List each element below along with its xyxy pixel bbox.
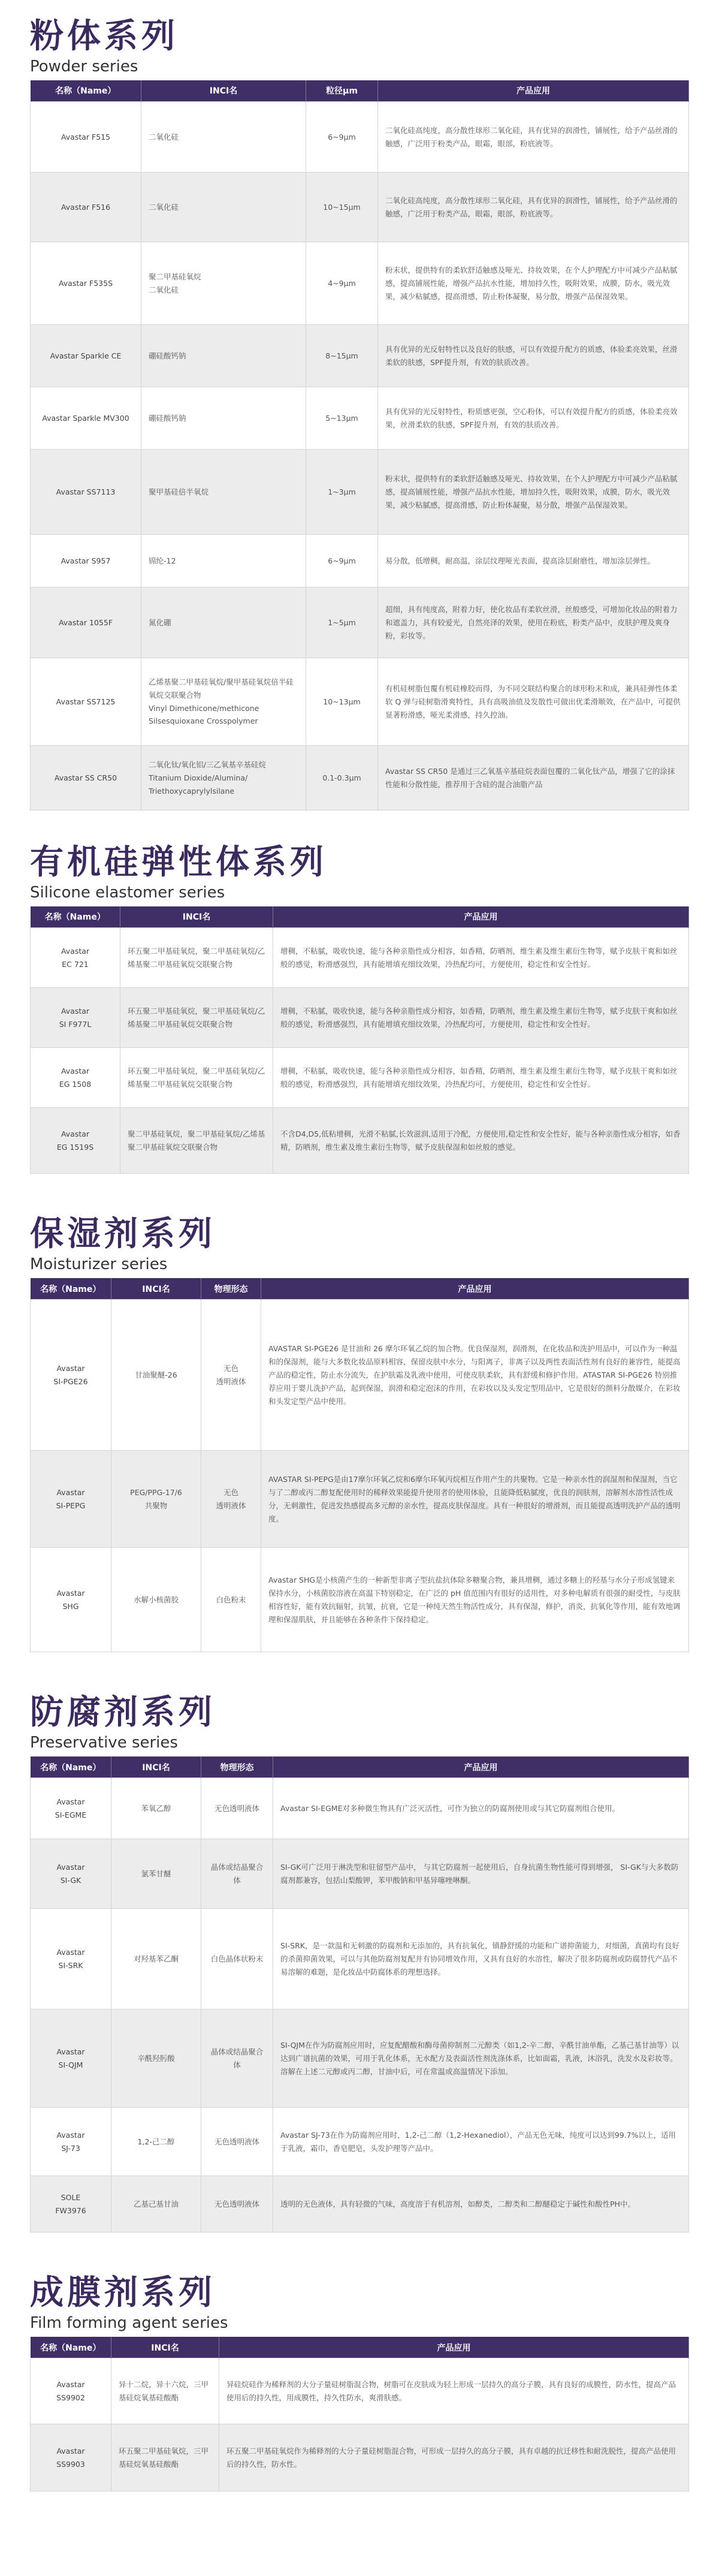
- cell-name: Avastar SS9903: [31, 2424, 111, 2491]
- section-subtitle: Film forming agent series: [30, 2313, 228, 2332]
- cell-name: Avastar SS7113: [31, 450, 141, 535]
- header-app: 产品应用: [378, 80, 689, 102]
- cell-app: AVASTAR SI-PEPG是由17摩尔环氧乙烷和6摩尔环氧丙烷相互作用产生的共聚物。它是一种亲水性的润湿剂和保湿剂，当它与了二醇或丙二醇复配使用时的稀释效果能提升使用者的使用体验，且能降低粘腻度，优良的润肤剂，溶解剂水溶性活性成分，无刺激性，促进发热感提高多元醇的亲水性，提高皮肤保湿度。具有一种很好的增滑剂，而且能提高透明洗护产品的透明度。: [261, 1451, 689, 1548]
- table-row: [31, 658, 689, 746]
- cell-name: Avastar SI-PEPG: [31, 1451, 111, 1548]
- header-inci: INCI名: [120, 906, 273, 928]
- cell-name: Avastar EG 1519S: [31, 1108, 120, 1174]
- cell-size: 5~13µm: [306, 387, 378, 450]
- silicone-section: [30, 844, 689, 1174]
- cell-inci: PEG/PPG-17/6 共聚物: [111, 1451, 201, 1548]
- cell-inci: 异十二烷，异十六烷，三甲基硅烷氧基硅酸酯: [111, 2358, 219, 2424]
- cell-app: 有机硅树脂包覆有机硅橡胶而得，为不同交联结构聚合的球形粉末和成，兼具硅弹性体柔软 Q 弹与硅树脂滑爽特性，具有高吸油值及发散性可做出优柔滑顺效，在产品中，可提供显著粉滑感，哑光柔滑感，持久控油。: [378, 658, 689, 746]
- header-app: 产品应用: [273, 906, 689, 928]
- section-subtitle: Preservative series: [30, 1733, 178, 1752]
- cell-size: 10~15µm: [306, 173, 378, 242]
- cell-form: 白色晶体状粉末: [201, 1909, 273, 2009]
- cell-inci: 氮化硼: [141, 587, 306, 658]
- cell-inci: 聚甲基硅倍半氧烷: [141, 450, 306, 535]
- header-name: 名称（Name）: [31, 906, 120, 928]
- table-row: [31, 988, 689, 1048]
- table-row: [31, 1451, 689, 1548]
- cell-inci: 氯苯甘醚: [111, 1839, 201, 1909]
- cell-app: Avastar SS CR50 是通过三乙氧基辛基硅烷表面包覆的二氧化钛产品，增强了它的涂抹性能和分散性能，推荐用于含硅的混合油脂产品: [378, 746, 689, 811]
- cell-name: Avastar F516: [31, 173, 141, 242]
- table-header: [31, 2337, 689, 2358]
- table-row: [31, 1548, 689, 1652]
- header-name: 名称（Name）: [31, 1278, 111, 1300]
- cell-inci: 甘油聚醚-26: [111, 1300, 201, 1451]
- cell-inci: 环五聚二甲基硅氧烷，聚二甲基硅氧烷/乙烯基聚二甲基硅氧烷交联聚合物: [120, 928, 273, 988]
- header-form: 物理形态: [201, 1756, 273, 1778]
- table-row: [31, 746, 689, 811]
- cell-form: 白色粉末: [201, 1548, 261, 1652]
- page: [0, 18, 719, 2509]
- header-name: 名称（Name）: [31, 1756, 111, 1778]
- header-inci: INCI名: [111, 1278, 201, 1300]
- cell-inci: 环五聚二甲基硅氧烷，聚二甲基硅氧烷/乙烯基聚二甲基硅氧烷交联聚合物: [120, 988, 273, 1048]
- table-row: [31, 1778, 689, 1839]
- cell-form: 无色 透明液体: [201, 1300, 261, 1451]
- table-row: [31, 2424, 689, 2491]
- table-row: [31, 2108, 689, 2176]
- cell-inci: 乙基己基甘油: [111, 2176, 201, 2232]
- table-row: [31, 535, 689, 587]
- cell-name: Avastar SI F977L: [31, 988, 120, 1048]
- cell-inci: 锦纶-12: [141, 535, 306, 587]
- header-inci: INCI名: [141, 80, 306, 102]
- cell-name: Avastar SHG: [31, 1548, 111, 1652]
- cell-app: Avastar SJ-73在作为防腐剂应用时，1,2-己二醇（1,2-Hexanediol），产品无色无味，纯度可以达到99.7%以上，适用于乳液，霜巾，香皂肥皂，头发护理等产品中。: [273, 2108, 689, 2176]
- cell-app: 增稠，不粘腻，吸收快速，能与各种亲脂性成分相容，如香精，防晒剂，维生素及维生素衍生物等，赋予皮肤干爽和如丝般的感觉，粉滑感强烈，具有能增填充细纹效果，冷热配均可，方便使用，稳定性和安全性好。: [273, 988, 689, 1048]
- cell-form: 无色 透明液体: [201, 1451, 261, 1548]
- cell-app: SI-GK可广泛用于淋洗型和驻留型产品中， 与其它防腐剂一起使用后，自身抗菌生物性能可得到增强， SI-GK与大多数防腐剂都兼容，包括山梨酸钾，苯甲酸钠和甲基异噻唑啉酮。: [273, 1839, 689, 1909]
- cell-inci: 辛酰羟肟酸: [111, 2009, 201, 2108]
- header-app: 产品应用: [273, 1756, 689, 1778]
- table-row: [31, 1300, 689, 1451]
- cell-app: 不含D4,D5,低粘增稠，光滑不粘腻,长效滋润,适用于冷配，方便使用,稳定性和安全性好，能与各种亲脂性成分相容，如香精，防晒剂，维生素及维生素衍生物等，赋予皮肤保湿和如丝般的感觉。: [273, 1108, 689, 1174]
- cell-inci: 1,2-己二醇: [111, 2108, 201, 2176]
- section-title: 保湿剂系列: [30, 1215, 216, 1254]
- cell-inci: 乙烯基聚二甲基硅氧烷/聚甲基硅氧烷倍半硅氧烷交联聚合物 Vinyl Dimethicone/methicone Silsesquioxane Crosspolymer: [141, 658, 306, 746]
- preservative-section: [30, 1694, 689, 2232]
- cell-app: 增稠，不粘腻，吸收快速，能与各种亲脂性成分相容，如香精，防晒剂，维生素及维生素衍生物等，赋予皮肤干爽和如丝般的感觉，粉滑感强烈，具有能增填充细纹效果，冷热配均可，方便使用，稳定性和安全性好。: [273, 928, 689, 988]
- cell-name: Avastar SJ-73: [31, 2108, 111, 2176]
- section-subtitle: Silicone elastomer series: [30, 883, 225, 902]
- cell-inci: 二氧化硅: [141, 102, 306, 173]
- table-header: [31, 1278, 689, 1300]
- cell-name: Avastar Sparkle MV300: [31, 387, 141, 450]
- cell-size: 6~9µm: [306, 102, 378, 173]
- cell-size: 8~15µm: [306, 325, 378, 387]
- cell-app: 透明的无色液体，具有轻微的气味，高度溶于有机溶剂，如醇类，二醇类和二醇醚稳定于碱性和酸性PH中。: [273, 2176, 689, 2232]
- cell-name: Avastar S957: [31, 535, 141, 587]
- cell-name: Avastar SI-PGE26: [31, 1300, 111, 1451]
- table-row: [31, 2176, 689, 2232]
- cell-name: Avastar SS CR50: [31, 746, 141, 811]
- table-row: [31, 325, 689, 387]
- header-form: 物理形态: [201, 1278, 261, 1300]
- cell-name: Avastar SI-SRK: [31, 1909, 111, 2009]
- film-section: [30, 2274, 689, 2491]
- table-row: [31, 2009, 689, 2108]
- cell-app: 二氧化硅高纯度，高分散性球形二氧化硅，具有优异的润滑性，铺展性，给予产品丝滑的触感，广泛用于粉类产品，眼霜，眼部，粉底液等。: [378, 102, 689, 173]
- film-table: [30, 2337, 689, 2492]
- cell-inci: 苯氧乙醇: [111, 1778, 201, 1839]
- cell-name: Avastar 1055F: [31, 587, 141, 658]
- table-row: [31, 1909, 689, 2009]
- cell-form: 无色透明液体: [201, 2108, 273, 2176]
- table-row: [31, 928, 689, 988]
- cell-inci: 二氧化硅: [141, 173, 306, 242]
- moisturizer-table: [30, 1278, 689, 1653]
- cell-app: 具有优异的光反射特性，粉质感更强，空心粉体，可以有效提升配方的质感，体验柔亮效果，丝滑柔软的肤感，SPF提升剂，有效的肤质改善。: [378, 387, 689, 450]
- header-inci: INCI名: [111, 2337, 219, 2358]
- cell-form: 无色透明液体: [201, 2176, 273, 2232]
- section-subtitle: Moisturizer series: [30, 1255, 168, 1273]
- cell-size: 10~13µm: [306, 658, 378, 746]
- cell-name: Avastar EC 721: [31, 928, 120, 988]
- table-row: [31, 1108, 689, 1174]
- cell-size: 1~3µm: [306, 450, 378, 535]
- cell-name: Avastar Sparkle CE: [31, 325, 141, 387]
- cell-size: 1~5µm: [306, 587, 378, 658]
- cell-app: 二氧化硅高纯度，高分散性球形二氧化硅，具有优异的润滑性，铺展性，给予产品丝滑的触感，广泛用于粉类产品，眼霜，眼部，粉底液等。: [378, 173, 689, 242]
- cell-name: Avastar SI-GK: [31, 1839, 111, 1909]
- table-row: [31, 450, 689, 535]
- cell-form: 晶体或结晶聚合体: [201, 1839, 273, 1909]
- cell-size: 6~9µm: [306, 535, 378, 587]
- silicone-table: [30, 906, 689, 1174]
- cell-app: 易分散，低增稠，耐高温，涂层纹理哑光表面，提高涂层耐磨性，增加涂层弹性。: [378, 535, 689, 587]
- header-name: 名称（Name）: [31, 2337, 111, 2358]
- cell-size: 0.1-0.3µm: [306, 746, 378, 811]
- table-header: [31, 1756, 689, 1778]
- cell-app: 粉末状，提供特有的柔软舒适触感及哑光、持妆效果，在个人护理配方中可减少产品粘腻感，提高铺展性能，增强产品抗水性能，增加持久性，吸附效果，成膜，防水，吸光效果，减少粘腻感，提高滑感，防止粉体凝聚，易分散，增强产品保湿效果。: [378, 450, 689, 535]
- cell-app: 具有优异的光反射特性以及良好的肤感，可以有效提升配方的质感，体验柔亮效果，丝滑柔软的肤感，SPF提升剂，有效的肤质改善。: [378, 325, 689, 387]
- cell-app: Avastar SI-EGME对多种微生物具有广泛灭活性，可作为独立的防腐剂使用或与其它防腐剂组合使用。: [273, 1778, 689, 1839]
- table-row: [31, 387, 689, 450]
- section-title: 防腐剂系列: [30, 1693, 216, 1733]
- cell-name: Avastar SS9902: [31, 2358, 111, 2424]
- cell-inci: 环五聚二甲基硅氧烷，聚二甲基硅氧烷/乙烯基聚二甲基硅氧烷交联聚合物: [120, 1048, 273, 1108]
- cell-size: 4~9µm: [306, 242, 378, 325]
- table-header: [31, 906, 689, 928]
- header-app: 产品应用: [219, 2337, 689, 2358]
- header-app: 产品应用: [261, 1278, 689, 1300]
- table-row: [31, 1048, 689, 1108]
- cell-form: 无色透明液体: [201, 1778, 273, 1839]
- header-name: 名称（Name）: [31, 80, 141, 102]
- moisturizer-section: [30, 1216, 689, 1652]
- section-title: 成膜剂系列: [30, 2273, 216, 2313]
- cell-app: SI-QJM在作为防腐剂应用时，应复配醋酸和酶母菌抑制剂二元醇类（如1,2-辛二醇，辛酰甘油单酯，乙基己基甘油等）以达到广谱抗菌的效果，可用于乳化体系，无水配方及表面活性剂洗涤体系，比如面霜，乳液，沐浴乳，洗发水及彩妆等。溶解在上述二元醇或丙二醇，甘油中后，可在常温或高温情况下添加。: [273, 2009, 689, 2108]
- cell-name: Avastar SI-QJM: [31, 2009, 111, 2108]
- cell-inci: 聚二甲基硅氧烷 二氧化硅: [141, 242, 306, 325]
- table-row: [31, 102, 689, 173]
- cell-form: 晶体或结晶聚合体: [201, 2009, 273, 2108]
- table-row: [31, 242, 689, 325]
- cell-name: Avastar EG 1508: [31, 1048, 120, 1108]
- cell-app: SI-SRK，是一款温和无刺激的防腐剂和无添加的，具有抗氧化，镇静舒缓的功能和广谱抑菌能力，对细菌，真菌均有良好的杀菌抑菌效果，可以与其他防腐剂复配并有协同增效作用，又具有良好的水溶性，解决了很多防腐剂或防腐替代产品不易溶解的难题，是化妆品中防腐体系的理想选择。: [273, 1909, 689, 2009]
- cell-inci: 硼硅酸钙钠: [141, 387, 306, 450]
- cell-inci: 对羟基苯乙酮: [111, 1909, 201, 2009]
- cell-inci: 二氧化钛/氧化铝/三乙氧基辛基硅烷 Titanium Dioxide/Alumina/ Triethoxycaprylylsilane: [141, 746, 306, 811]
- cell-inci: 聚二甲基硅氧烷，聚二甲基硅氧烷/乙烯基聚二甲基硅氧烷交联聚合物: [120, 1108, 273, 1174]
- cell-name: SOLE FW3976: [31, 2176, 111, 2232]
- cell-app: 增稠，不粘腻，吸收快速，能与各种亲脂性成分相容，如香精，防晒剂，维生素及维生素衍生物等，赋予皮肤干爽和如丝般的感觉，粉滑感强烈，具有能增填充细纹效果，冷热配均可，方便使用，稳定性和安全性好。: [273, 1048, 689, 1108]
- section-title: 有机硅弹性体系列: [30, 843, 327, 882]
- cell-inci: 环五聚二甲基硅氧烷，三甲基硅烷氧基硅酸酯: [111, 2424, 219, 2491]
- header-inci: INCI名: [111, 1756, 201, 1778]
- cell-app: 环五聚二甲基硅氧烷作为稀释剂的大分子量硅树脂混合物，可形成一层持久的高分子膜，具有卓越的抗迁移性和耐洗脱性，提高产品使用后的持久性，防水性。: [219, 2424, 689, 2491]
- table-row: [31, 2358, 689, 2424]
- cell-app: 超细，具有纯度高，附着力好，使化妆品有柔软丝滑，丝般感受，可增加化妆品的附着力和遮盖力，具有较爱光，自然亮泽的效果，使用在粉底，粉类产品中，皮肤护理及爽身粉，彩妆等。: [378, 587, 689, 658]
- cell-app: 粉末状，提供特有的柔软舒适触感及哑光、持妆效果，在个人护理配方中可减少产品粘腻感，提高铺展性能，增强产品抗水性能，增加持久性，吸附效果，成膜，防水，吸光效果，减少粘腻感，提高滑感，防止粉体凝聚，易分散，增强产品保湿效果。: [378, 242, 689, 325]
- section-subtitle: Powder series: [30, 57, 138, 76]
- table-row: [31, 1839, 689, 1909]
- cell-inci: 水解小核菌胶: [111, 1548, 201, 1652]
- header-size: 粒径µm: [306, 80, 378, 102]
- table-row: [31, 587, 689, 658]
- powder-section: [30, 18, 689, 811]
- cell-app: 异硅烷硅作为稀释剂的大分子量硅树脂混合物，树脂可在皮肤成为轻上形成一层持久的高分子膜，具有良好的成膜性，防水性，提高产品使用后的持久性，用成膜性，持久性防水，爽滑肤感。: [219, 2358, 689, 2424]
- preservative-table: [30, 1756, 689, 2233]
- cell-app: Avastar SHG是小核菌产生的一种新型非离子型抗盐抗体除多糖聚合物，兼具增稠，通过多糖上的羟基与水分子形成氢键来保持水分，小核菌胶溶液在高温下特别稳定，在广泛的 pH 值范围内有很好的适用性，对多种电解质有很强的耐受性，与皮肤相容性好，能有效抗辐射，抗皱，抗衰，它是一种纯天然生物活性成分，具有保湿，修护，消炎，抗氧化等作用，能有效地调理和保湿肌肤，并且能够在各种条件下保持稳定。: [261, 1548, 689, 1652]
- cell-app: AVASTAR SI-PGE26 是甘油和 26 摩尔环氧乙烷的加合物。优良保湿剂，润滑剂，在化妆品和洗护用品中，可以作为一种温和的保湿剂，能与大多数化妆品原料相容，保留皮肤中水分，与阳离子，非离子以及两性表面活性剂有良好的兼容性，能提高产品的稳定性，防止水分流失，在护肤霜及乳液中使用，可使皮肤柔软，具有舒缓和修护作用。ATASTAR SI-PGE26 特别推荐应用于婴儿洗护产品，起到保湿，润滑和稳定泡沫的作用，在彩妆以及头发定型用品中，它是很好的颜料分散媒介，在彩妆和头发定型产品中使用。: [261, 1300, 689, 1451]
- cell-name: Avastar F535S: [31, 242, 141, 325]
- cell-name: Avastar SS7125: [31, 658, 141, 746]
- powder-table: [30, 80, 689, 811]
- cell-name: Avastar F515: [31, 102, 141, 173]
- cell-name: Avastar SI-EGME: [31, 1778, 111, 1839]
- table-row: [31, 173, 689, 242]
- table-header: [31, 80, 689, 102]
- cell-inci: 硼硅酸钙钠: [141, 325, 306, 387]
- section-title: 粉体系列: [30, 17, 179, 56]
